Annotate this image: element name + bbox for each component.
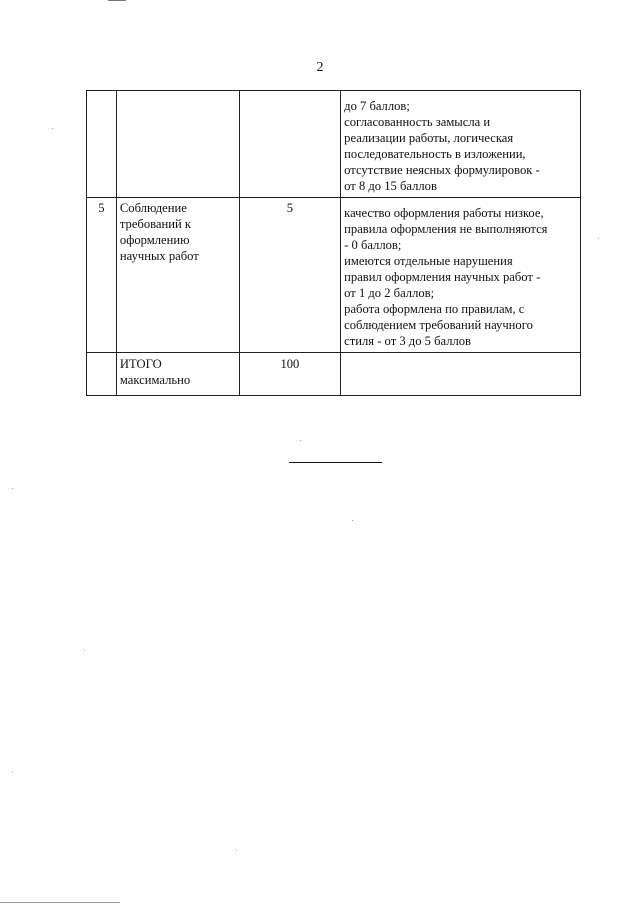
page-number: 2 bbox=[316, 60, 324, 75]
description-line: согласованность замысла и bbox=[344, 115, 491, 129]
scan-speck bbox=[352, 520, 353, 521]
score-cell: 5 bbox=[239, 198, 341, 353]
criterion-cell bbox=[116, 353, 239, 396]
criterion-cell bbox=[116, 198, 239, 353]
row-number-cell: 5 bbox=[87, 198, 117, 353]
criterion-line: требований к bbox=[119, 217, 191, 231]
description-cell bbox=[341, 198, 581, 353]
score-cell bbox=[239, 91, 341, 198]
scan-speck bbox=[52, 128, 53, 129]
scan-speck bbox=[12, 488, 13, 489]
description-line: до 7 баллов; bbox=[344, 99, 410, 113]
description-line: от 8 до 15 баллов bbox=[344, 179, 437, 193]
description-line: качество оформления работы низкое, bbox=[344, 206, 544, 220]
criteria-table bbox=[86, 90, 581, 396]
criterion-line: максимально bbox=[119, 373, 191, 387]
table-row-total bbox=[87, 353, 581, 396]
top-edge-mark bbox=[108, 0, 126, 1]
criterion-cell bbox=[116, 91, 239, 198]
scan-speck bbox=[236, 850, 237, 851]
table-row-continuation bbox=[87, 91, 581, 198]
description-line: правил оформления научных работ - bbox=[344, 270, 541, 284]
description-cell bbox=[341, 353, 581, 396]
scan-speck bbox=[300, 440, 301, 441]
description-line: реализации работы, логическая bbox=[344, 131, 514, 145]
bottom-edge-rule bbox=[0, 902, 120, 903]
criterion-line: научных работ bbox=[119, 249, 199, 263]
row-number-cell bbox=[87, 353, 117, 396]
description-line: от 1 до 2 баллов; bbox=[344, 286, 435, 300]
criterion-line: оформлению bbox=[119, 233, 190, 247]
scan-speck bbox=[84, 650, 85, 651]
description-line: последовательность в изложении, bbox=[344, 147, 526, 161]
description-line: правила оформления не выполняются bbox=[344, 222, 548, 236]
table-row-5 bbox=[87, 198, 581, 353]
score-cell: 100 bbox=[239, 353, 341, 396]
row-number-cell bbox=[87, 91, 117, 198]
description-line: соблюдением требований научного bbox=[344, 318, 533, 332]
criterion-line: ИТОГО bbox=[119, 357, 162, 371]
description-line: стиля - от 3 до 5 баллов bbox=[344, 334, 472, 348]
scan-speck bbox=[12, 772, 13, 773]
description-line: имеются отдельные нарушения bbox=[344, 254, 513, 268]
description-line: работа оформлена по правилам, с bbox=[344, 302, 525, 316]
description-line: отсутствие неясных формулировок - bbox=[344, 163, 540, 177]
scan-speck bbox=[598, 238, 599, 239]
description-cell bbox=[341, 91, 581, 198]
criterion-line: Соблюдение bbox=[119, 201, 187, 215]
description-line: - 0 баллов; bbox=[344, 238, 402, 252]
end-of-document-rule bbox=[289, 462, 382, 463]
